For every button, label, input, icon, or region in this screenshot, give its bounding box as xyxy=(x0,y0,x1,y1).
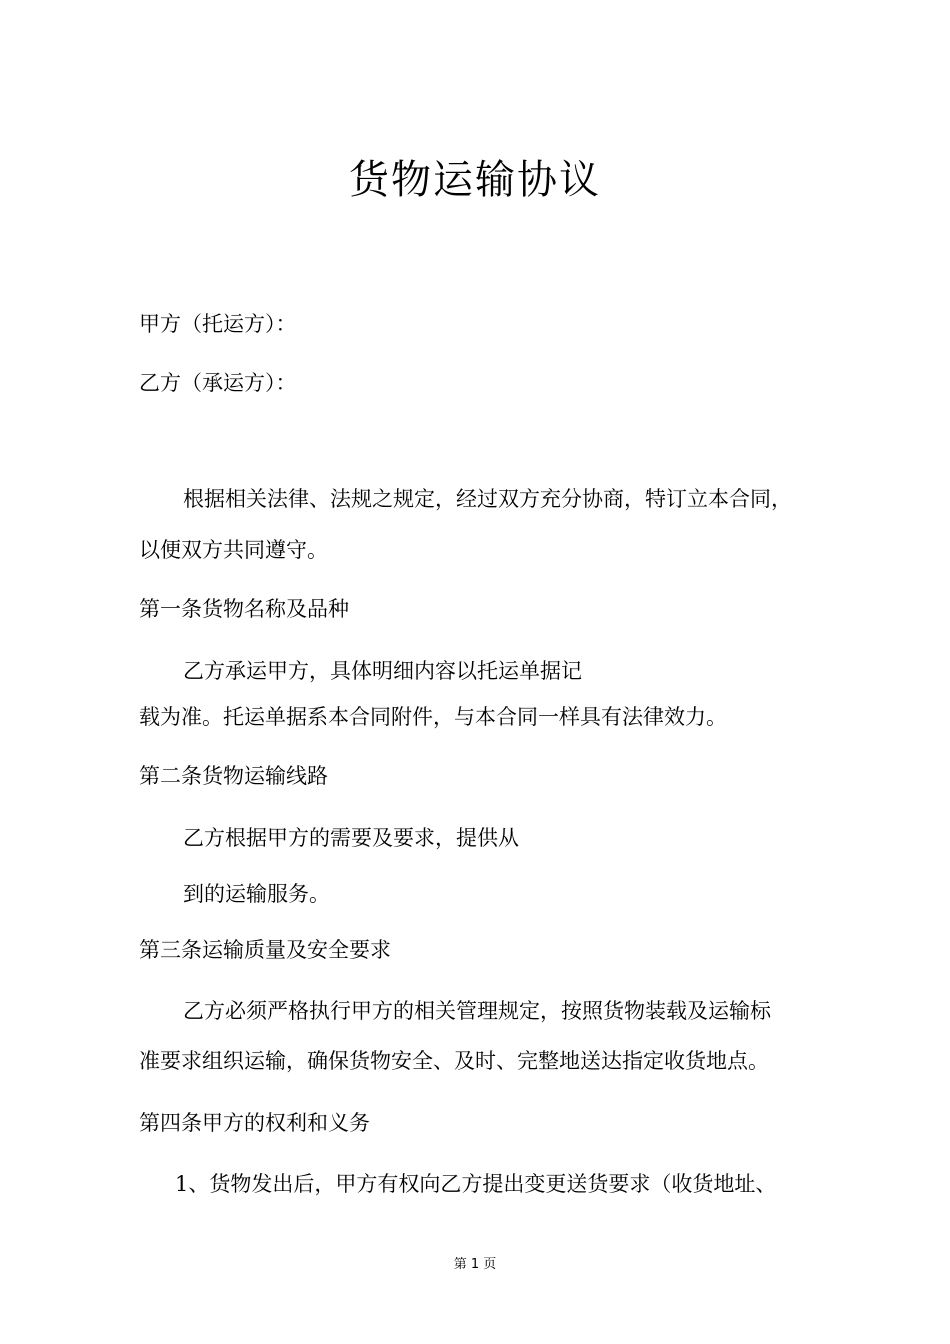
article-3-line-2: 准要求组织运输，确保货物安全、及时、完整地送达指定收货地点。 xyxy=(139,1049,769,1073)
preamble-line-2: 以便双方共同遵守。 xyxy=(139,538,328,562)
article-3-line-1: 乙方必须严格执行甲方的相关管理规定，按照货物装载及运输标 xyxy=(183,999,771,1023)
document-title: 货物运输协议 xyxy=(349,157,601,203)
article-4-heading: 第四条甲方的权利和义务 xyxy=(139,1111,370,1135)
article-1-heading: 第一条货物名称及品种 xyxy=(139,597,349,621)
article-1-line-1: 乙方承运甲方，具体明细内容以托运单据记 xyxy=(183,659,582,683)
party-b-label: 乙方（承运方）： xyxy=(139,371,297,395)
article-3-heading: 第三条运输质量及安全要求 xyxy=(139,938,391,962)
preamble-line-1: 根据相关法律、法规之规定，经过双方充分协商，特订立本合同， xyxy=(183,487,792,511)
article-2-line-2: 到的运输服务。 xyxy=(183,882,330,906)
article-2-line-1: 乙方根据甲方的需要及要求，提供从 xyxy=(183,826,519,850)
article-4-line-1: 1、货物发出后，甲方有权向乙方提出变更送货要求（收货地址、 xyxy=(175,1172,777,1196)
page-number: 第 1 页 xyxy=(453,1257,497,1272)
article-1-line-2: 载为准。托运单据系本合同附件，与本合同一样具有法律效力。 xyxy=(139,705,727,729)
article-2-heading: 第二条货物运输线路 xyxy=(139,764,328,788)
party-a-label: 甲方（托运方）： xyxy=(139,312,297,336)
